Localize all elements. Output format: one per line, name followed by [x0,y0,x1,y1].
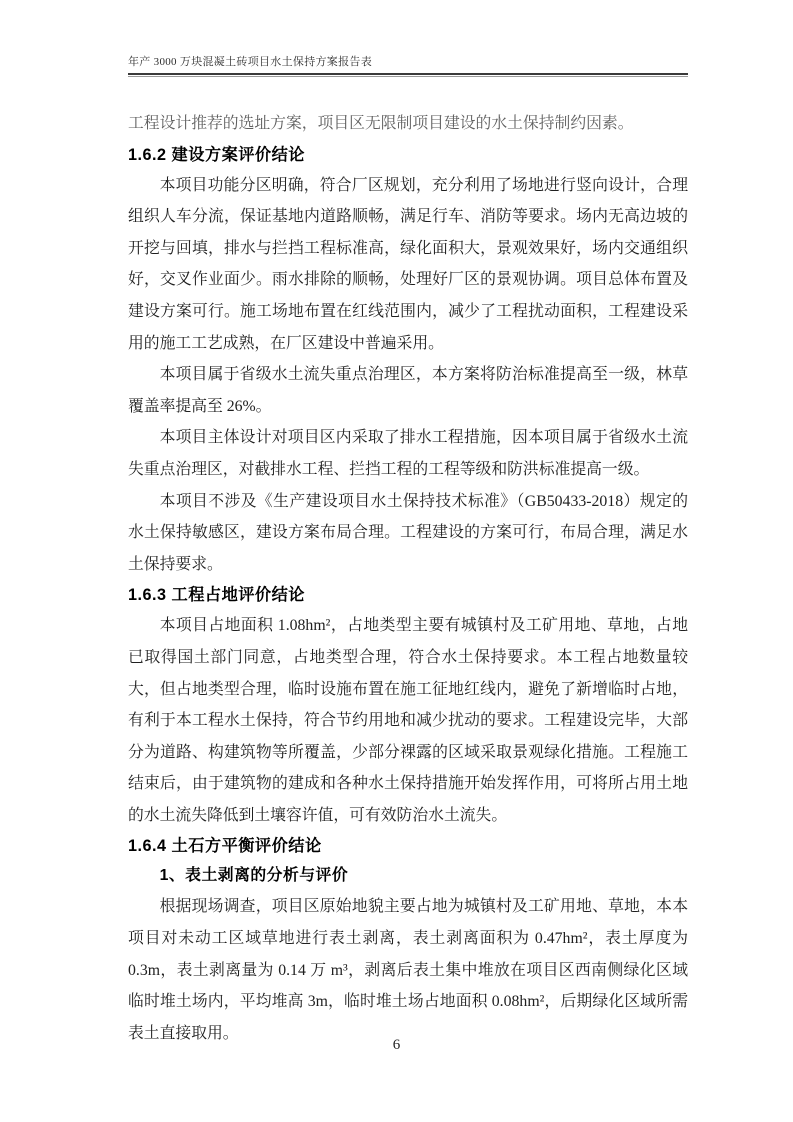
subsection-heading-topsoil-stripping: 1、表土剥离的分析与评价 [159,867,349,885]
paragraph-gb50433-standard: 本项目不涉及《生产建设项目水土保持技术标准》（GB50433-2018）规定的水土保持敏感区，建设方案布局合理。工程建设的方案可行，布局合理，满足水土保持要求。 [128,492,688,573]
paragraph-topsoil-stripping-analysis: 根据现场调查，项目区原始地貌主要占地为城镇村及工矿用地、草地，本本项目对未动工区域草地进行表土剥离，表土剥离面积为 0.47hm²，表土厚度为 0.3m，表土剥离量为 0.14 万 m³，剥离后表土集中堆放在项目区西南侧绿化区域临时堆土场内，平均堆高 3m，临时堆土场占地面积 0.08hm²，后期绿化区域所需表土直接取用。 [128,898,688,1042]
section-heading-1-6-3: 1.6.3 工程占地评价结论 [128,586,305,605]
paragraph-land-occupation: 本项目占地面积 1.08hm²，占地类型主要有城镇村及工矿用地、草地，占地已取得国土部门同意，占地类型合理，符合水土保持要求。本工程占地数量较大，但占地类型合理，临时设施布置在施工征地红线内，避免了新增临时占地，有利于本工程水土保持，符合节约用地和减少扰动的要求。工程建设完毕，大部分为道路、构建筑物等所覆盖，少部分裸露的区域采取景观绿化措施。工程施工结束后，由于建筑物的建成和各种水土保持措施开始发挥作用，可将所占用土地的水土流失降低到土壤容许值，可有效防治水土流失。 [128,617,688,824]
page-footer [0,1036,793,1054]
paragraph-drainage-measures: 本项目主体设计对项目区内采取了排水工程措施，因本项目属于省级水土流失重点治理区，对截排水工程、拦挡工程的工程等级和防洪标准提高一级。 [128,429,688,478]
paragraph-provincial-key-control-area: 本项目属于省级水土流失重点治理区，本方案将防治标准提高至一级，林草覆盖率提高至 26%。 [128,366,688,415]
running-header [128,54,688,77]
section-heading-1-6-4: 1.6.4 土石方平衡评价结论 [128,837,322,856]
page-number: 6 [392,1037,401,1053]
paragraph-functional-zoning: 本项目功能分区明确，符合厂区规划，充分利用了场地进行竖向设计，合理组织人车分流，保证基地内道路顺畅，满足行车、消防等要求。场内无高边坡的开挖与回填，排水与拦挡工程标准高，绿化面积大，景观效果好，场内交通组织好，交叉作业面少。雨水排除的顺畅，处理好厂区的景观协调。项目总体布置及建设方案可行。施工场地布置在红线范围内，减少了工程扰动面积，工程建设采用的施工工艺成熟，在厂区建设中普遍采用。 [128,176,688,352]
paragraph-continued-site-selection: 工程设计推荐的选址方案，项目区无限制项目建设的水土保持制约因素。 [128,115,634,132]
running-header-title: 年产 3000 万块混凝土砖项目水土保持方案报告表 [128,56,372,68]
document-body [128,108,688,1049]
header-rule-thin [128,76,688,77]
header-rule-thick [128,73,688,75]
section-heading-1-6-2: 1.6.2 建设方案评价结论 [128,145,305,164]
